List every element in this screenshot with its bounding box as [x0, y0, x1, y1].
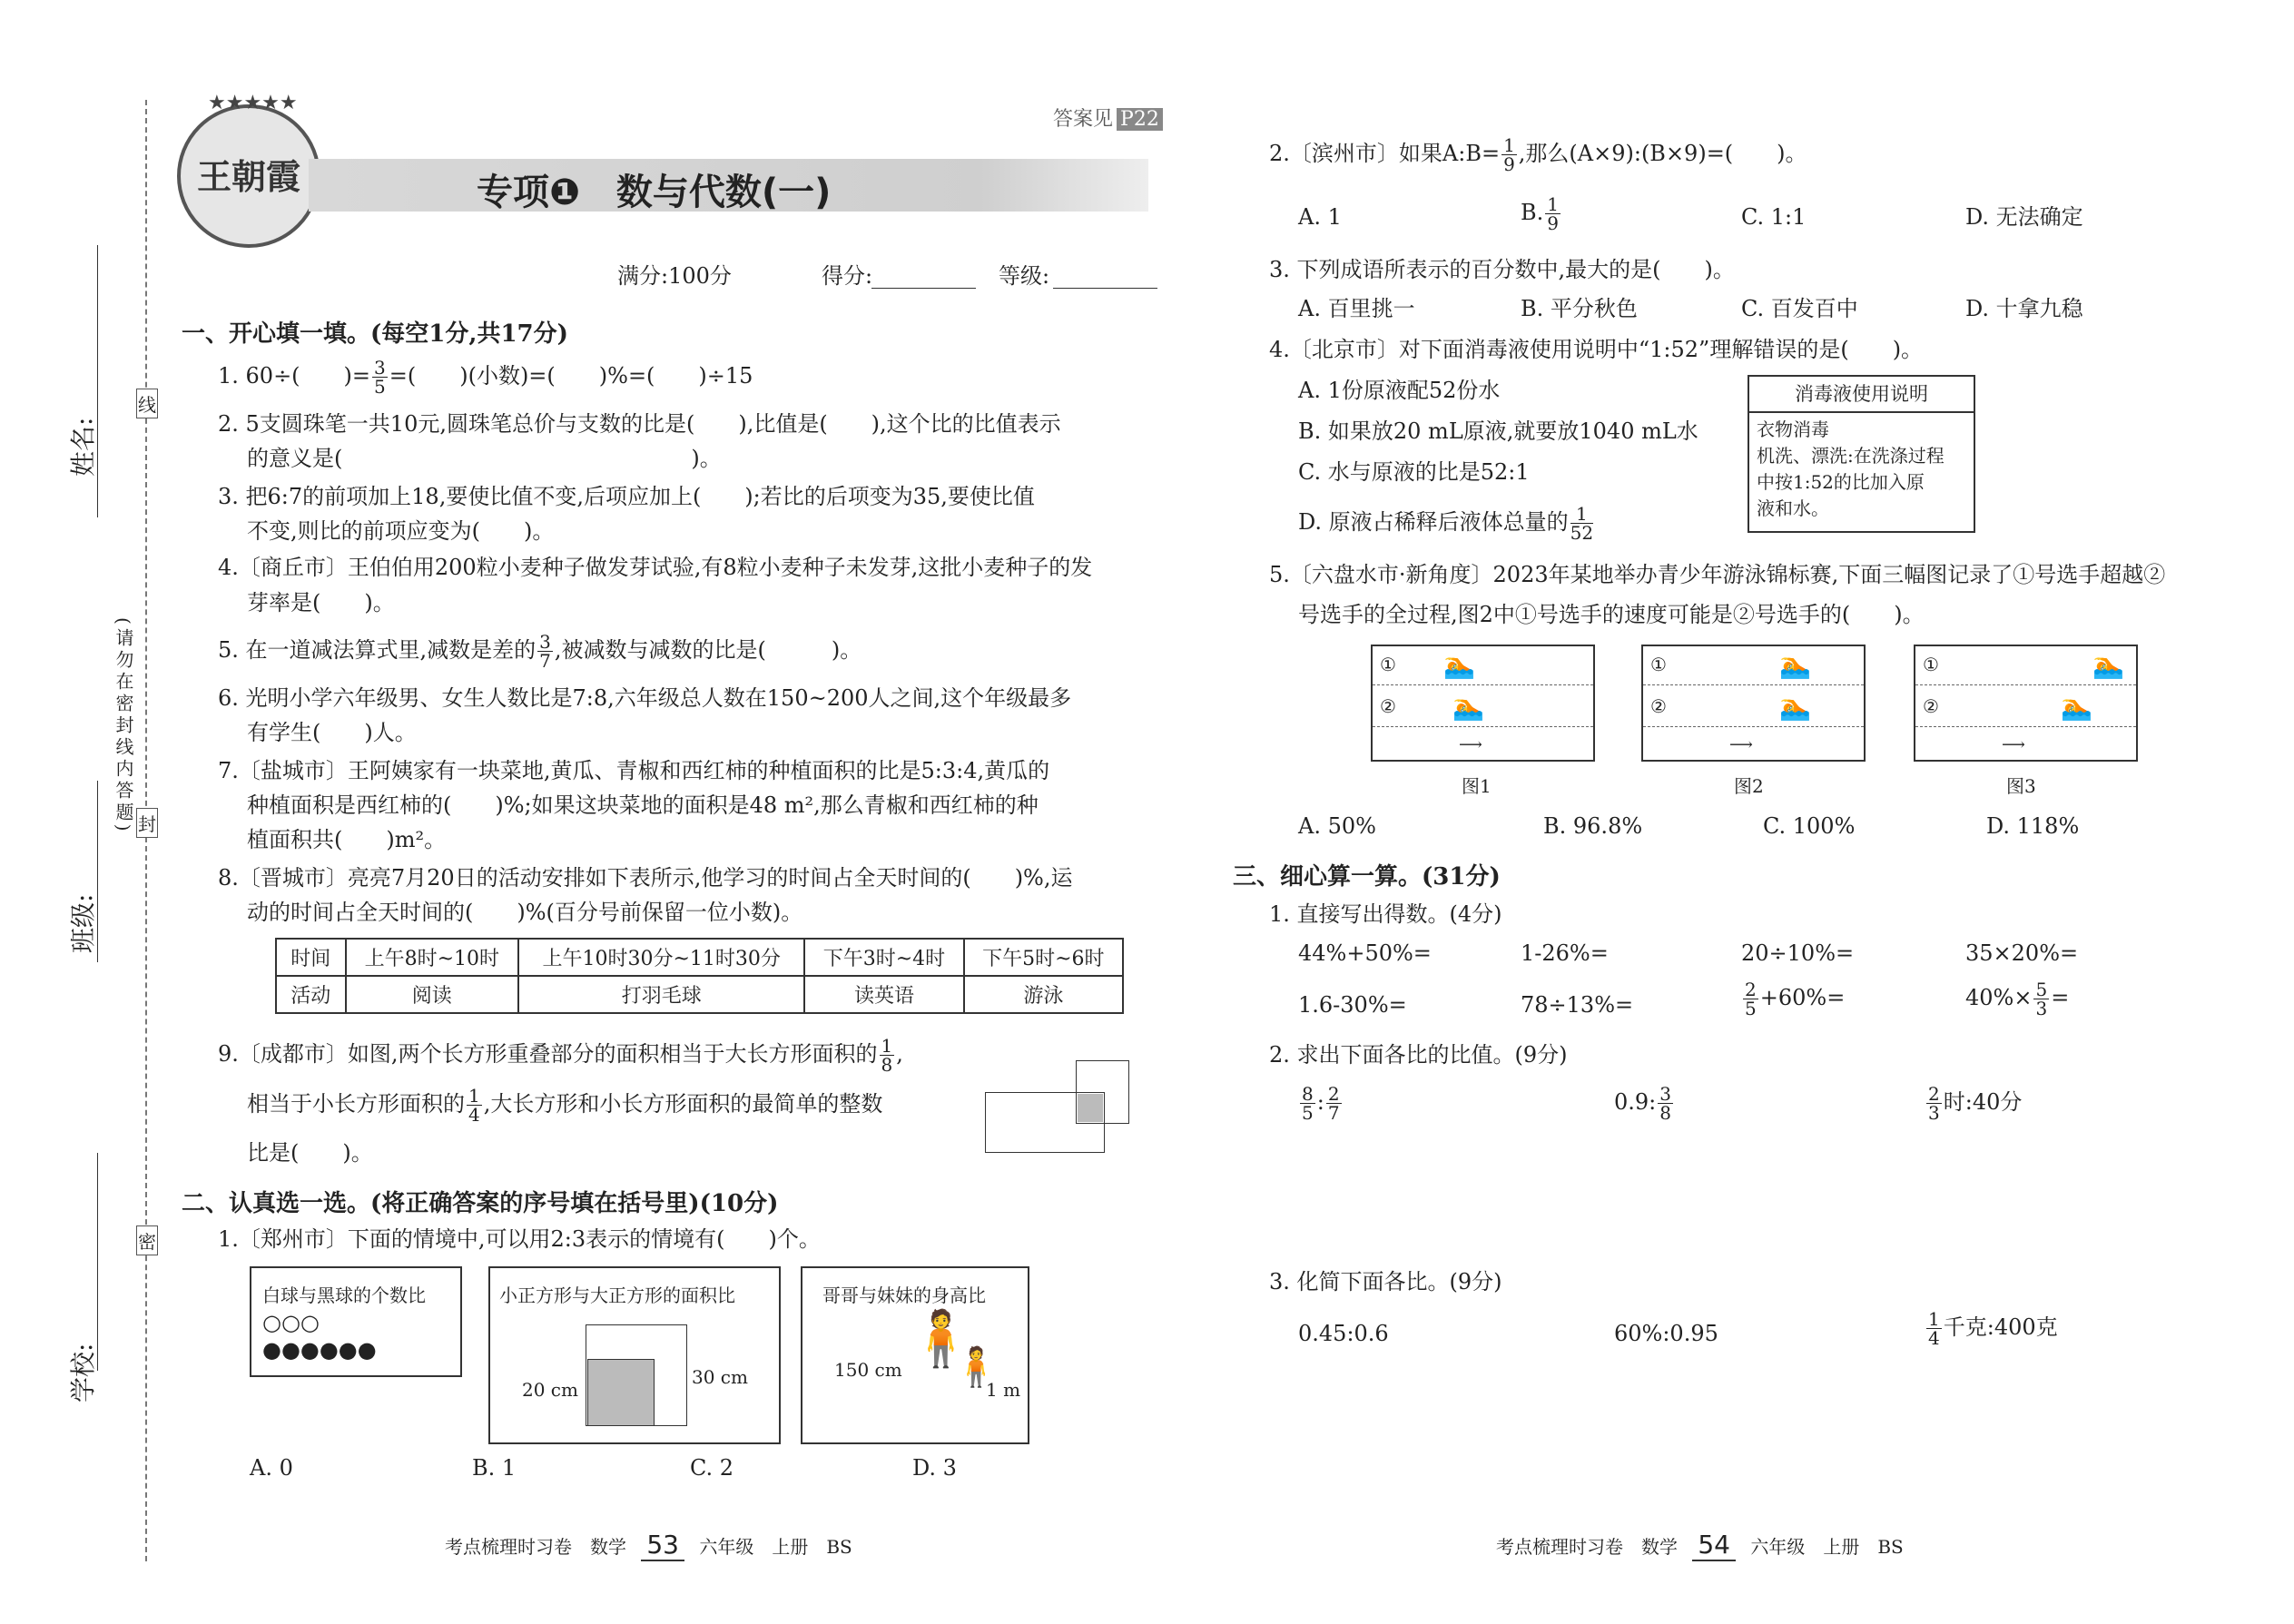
q1-5: 5. 在一道减法算式里,减数是差的 $\frac{3}{7}$ ,被减数与减数的比是( )。 [218, 631, 862, 672]
swimmer-1-icon: 🏊 [2092, 650, 2124, 680]
q2-5-line2: 号选手的全过程,图2中①号选手的速度可能是②号选手的( )。 [1298, 602, 1925, 627]
q1-6-line2: 有学生( )人。 [247, 720, 417, 745]
q3-3: 3. 化简下面各比。(9分) [1269, 1269, 1502, 1294]
pic-balls-title: 白球与黑球的个数比 [262, 1284, 426, 1306]
footer-right: 考点梳理时习卷 数学 54 六年级 上册 BS [1496, 1530, 1904, 1560]
full-score: 满分:100分 [617, 263, 732, 289]
q3-1: 1. 直接写出得数。(4分) [1269, 901, 1502, 927]
table-cell: 下午5时~6时 [964, 939, 1123, 976]
table-cell: 活动 [276, 976, 346, 1013]
notice-line: 中按1:52的比加入原 [1757, 471, 1925, 493]
footer-left: 考点梳理时习卷 数学 53 六年级 上册 BS [445, 1530, 852, 1560]
q2-5-opt-a: A. 50% [1298, 813, 1376, 839]
q2-1: 1.〔郑州市〕下面的情境中,可以用2:3表示的情境有( )个。 [218, 1226, 821, 1252]
q2-4: 4.〔北京市〕对下面消毒液使用说明中“1:52”理解错误的是( )。 [1269, 337, 1924, 362]
answer-ref: 答案见 P22 [1053, 104, 1163, 135]
table-row [276, 939, 1123, 976]
arrow-right-icon: ⟶ [1729, 735, 1753, 754]
lane-2-label: ② [1923, 695, 1939, 717]
notice-title: 消毒液使用说明 [1749, 377, 1974, 413]
section-2-heading: 二、认真选一选。(将正确答案的序号填在括号里)(10分) [182, 1190, 779, 1217]
pic-heights [801, 1266, 1029, 1444]
school-label: 学校: [68, 1343, 98, 1403]
q2-2-opt-c: C. 1:1 [1741, 204, 1807, 230]
q1-4-line1: 4.〔商丘市〕王伯伯用200粒小麦种子做发芽试验,有8粒小麦种子未发芽,这批小麦种子的发 [218, 555, 1093, 580]
q2-2-opt-d: D. 无法确定 [1965, 204, 2083, 230]
grade-label: 等级: [999, 263, 1050, 289]
big-square-side: 30 cm [692, 1366, 748, 1388]
calc-item: 20÷10%= [1741, 940, 1855, 966]
notice-line: 液和水。 [1757, 497, 1829, 519]
calc-item: 35×20%= [1965, 940, 2079, 966]
q1-8-line2: 动的时间占全天时间的( )%(百分号前保留一位小数)。 [247, 900, 803, 925]
white-balls: ○○○ [262, 1310, 320, 1335]
table-cell: 下午3时~4时 [804, 939, 963, 976]
swim-figure-1 [1371, 645, 1595, 762]
table-cell: 上午10时30分~11时30分 [518, 939, 804, 976]
ratio-item: 0.9: $\frac{3}{8}$ [1614, 1083, 1671, 1124]
overlap-region [1078, 1094, 1103, 1122]
score-blank [871, 288, 976, 289]
notice-line: 衣物消毒 [1757, 418, 1829, 440]
q2-5-opt-b: B. 96.8% [1543, 813, 1643, 839]
name-line [97, 245, 98, 517]
lane-1-label: ① [1923, 654, 1939, 675]
q1-3-line2: 不变,则比的前项应变为( )。 [247, 518, 555, 544]
q2-2-opt-a: A. 1 [1298, 204, 1342, 230]
table-cell: 上午8时~10时 [346, 939, 519, 976]
q1-2-line2: 的意义是( )。 [247, 446, 722, 471]
q1-7-line3: 植面积共( )m²。 [247, 827, 447, 852]
calc-item: 44%+50%= [1298, 940, 1432, 966]
q1-2-line1: 2. 5支圆珠笔一共10元,圆珠笔总价与支数的比是( ),比值是( ),这个比的比值表示 [218, 411, 1061, 437]
sister-height: 1 m [986, 1379, 1021, 1401]
class-line [97, 781, 98, 962]
sister-figure-icon: 🧍 [952, 1344, 1000, 1389]
q2-5-line1: 5.〔六盘水市·新角度〕2023年某地举办青少年游泳锦标赛,下面三幅图记录了①号选手超越② [1269, 562, 2166, 587]
pic-squares [488, 1266, 781, 1444]
activity-table [275, 938, 1124, 1014]
calc-item: 78÷13%= [1521, 992, 1634, 1018]
figure-3-caption: 图3 [2006, 775, 2036, 797]
swimmer-2-icon: 🏊 [1452, 692, 1484, 722]
seal-note: (请勿在密封线内答题) [113, 617, 134, 835]
section-1-heading: 一、开心填一填。(每空1分,共17分) [182, 320, 568, 348]
disinfectant-notice [1748, 375, 1975, 533]
table-cell: 打羽毛球 [518, 976, 804, 1013]
q1-7-line2: 种植面积是西红柿的( )%;如果这块菜地的面积是48 m²,那么青椒和西红柿的种 [247, 792, 1039, 818]
section-3-heading: 三、细心算一算。(31分) [1233, 863, 1501, 891]
pic-squares-title: 小正方形与大正方形的面积比 [499, 1284, 735, 1306]
score-label: 得分: [822, 263, 873, 289]
q1-4-line2: 芽率是( )。 [247, 590, 395, 615]
q2-1-opt-c: C. 2 [690, 1455, 734, 1481]
q1-8-line1: 8.〔晋城市〕亮亮7月20日的活动安排如下表所示,他学习的时间占全天时间的( )%,运 [218, 865, 1073, 891]
q2-4-opt-b: B. 如果放20 mL原液,就要放1040 mL水 [1298, 418, 1698, 444]
simplify-item: $\frac{1}{4}$ 千克:400克 [1928, 1308, 2058, 1349]
calc-item: 40%× $\frac{5}{3}$ = [1965, 979, 2070, 1019]
arrow-right-icon: ⟶ [1459, 735, 1482, 754]
name-label: 姓名: [68, 417, 98, 477]
ratio-item: $\frac{8}{5}$ : $\frac{2}{7}$ [1302, 1083, 1340, 1124]
class-label: 班级: [68, 893, 98, 953]
brother-height: 150 cm [834, 1359, 902, 1381]
calc-item: 1.6-30%= [1298, 992, 1407, 1018]
table-cell: 游泳 [964, 976, 1123, 1013]
notice-line: 机洗、漂洗:在洗涤过程 [1757, 445, 1944, 467]
q1-7-line1: 7.〔盐城市〕王阿姨家有一块菜地,黄瓜、青椒和西红柿的种植面积的比是5:3:4,黄瓜的 [218, 758, 1050, 783]
q2-4-opt-c: C. 水与原液的比是52:1 [1298, 459, 1530, 485]
q2-3-opt-c: C. 百发百中 [1741, 296, 1858, 321]
black-balls: ●●●●●● [262, 1337, 377, 1363]
simplify-item: 60%:0.95 [1614, 1321, 1718, 1346]
simplify-item: 0.45:0.6 [1298, 1321, 1389, 1346]
star-icon: ★★★★★ [208, 92, 298, 114]
q2-3-opt-a: A. 百里挑一 [1298, 296, 1415, 321]
q2-3-opt-d: D. 十拿九稳 [1965, 296, 2083, 321]
lane-1-label: ① [1380, 654, 1396, 675]
brand-logo-badge [177, 92, 320, 248]
ratio-item: $\frac{2}{3}$ 时:40分 [1928, 1083, 2023, 1124]
lane-2-label: ② [1380, 695, 1396, 717]
swim-figure-3 [1914, 645, 2138, 762]
figure-1-caption: 图1 [1462, 775, 1492, 797]
pic-heights-title: 哥哥与妹妹的身高比 [822, 1284, 986, 1306]
swimmer-2-icon: 🏊 [2061, 692, 2092, 722]
figure-2-caption: 图2 [1734, 775, 1764, 797]
swimmer-1-icon: 🏊 [1779, 650, 1811, 680]
seal-mark-1: 线 [136, 389, 158, 418]
q2-1-opt-d: D. 3 [912, 1455, 957, 1481]
q3-2: 2. 求出下面各比的比值。(9分) [1269, 1042, 1568, 1068]
q2-5-opt-c: C. 100% [1763, 813, 1856, 839]
school-line [97, 1153, 98, 1371]
swim-figure-2 [1641, 645, 1866, 762]
table-cell: 时间 [276, 939, 346, 976]
calc-item: $\frac{2}{5}$ +60%= [1745, 979, 1846, 1019]
lane-1-label: ① [1650, 654, 1667, 675]
small-square-side: 20 cm [522, 1379, 578, 1401]
lane-2-label: ② [1650, 695, 1667, 717]
brother-figure-icon: 🧍 [907, 1307, 975, 1371]
table-cell: 阅读 [346, 976, 519, 1013]
q2-3-opt-b: B. 平分秋色 [1521, 296, 1638, 321]
table-cell: 读英语 [804, 976, 963, 1013]
q2-1-opt-a: A. 0 [250, 1455, 293, 1481]
small-square [587, 1359, 655, 1426]
q1-9-line2: 相当于小长方形面积的 $\frac{1}{4}$ ,大长方形和小长方形面积的最简单的整数 [247, 1085, 883, 1126]
arrow-right-icon: ⟶ [2002, 735, 2025, 754]
brand-logo-text: 王朝霞 [197, 157, 301, 197]
seal-mark-2: 封 [136, 808, 158, 838]
page-title: 专项❶ 数与代数(一) [477, 172, 832, 213]
q1-3-line1: 3. 把6:7的前项加上18,要使比值不变,后项应加上( );若比的后项变为35,要使比值 [218, 484, 1035, 509]
pic-balls [250, 1266, 462, 1377]
calc-item: 1-26%= [1521, 940, 1609, 966]
q1-9-line1: 9.〔成都市〕如图,两个长方形重叠部分的面积相当于大长方形面积的 $\frac{1}{8}$ , [218, 1035, 903, 1076]
q1-9-line3: 比是( )。 [247, 1140, 373, 1166]
seal-mark-3: 密 [136, 1225, 158, 1255]
q2-2-opt-b: B. $\frac{1}{9}$ [1521, 193, 1559, 234]
swimmer-1-icon: 🏊 [1443, 650, 1475, 680]
swimmer-2-icon: 🏊 [1779, 692, 1811, 722]
q2-5-opt-d: D. 118% [1986, 813, 2080, 839]
q2-4-opt-a: A. 1份原液配52份水 [1298, 378, 1501, 403]
q1-6-line1: 6. 光明小学六年级男、女生人数比是7:8,六年级总人数在150~200人之间,这个年级最多 [218, 685, 1072, 711]
q2-4-opt-d: D. 原液占稀释后液体总量的 $\frac{1}{52}$ [1298, 503, 1594, 544]
q2-1-opt-b: B. 1 [472, 1455, 517, 1481]
q2-2: 2.〔滨州市〕如果A:B= $\frac{1}{9}$ ,那么(A×9):(B×9)=( )。 [1269, 134, 1807, 175]
table-row [276, 976, 1123, 1013]
q1-1: 1. 60÷( )= $\frac{3}{5}$ =( )(小数)=( )%=( )÷15 [218, 357, 753, 398]
q2-3: 3. 下列成语所表示的百分数中,最大的是( )。 [1269, 257, 1735, 282]
grade-blank [1053, 288, 1157, 289]
